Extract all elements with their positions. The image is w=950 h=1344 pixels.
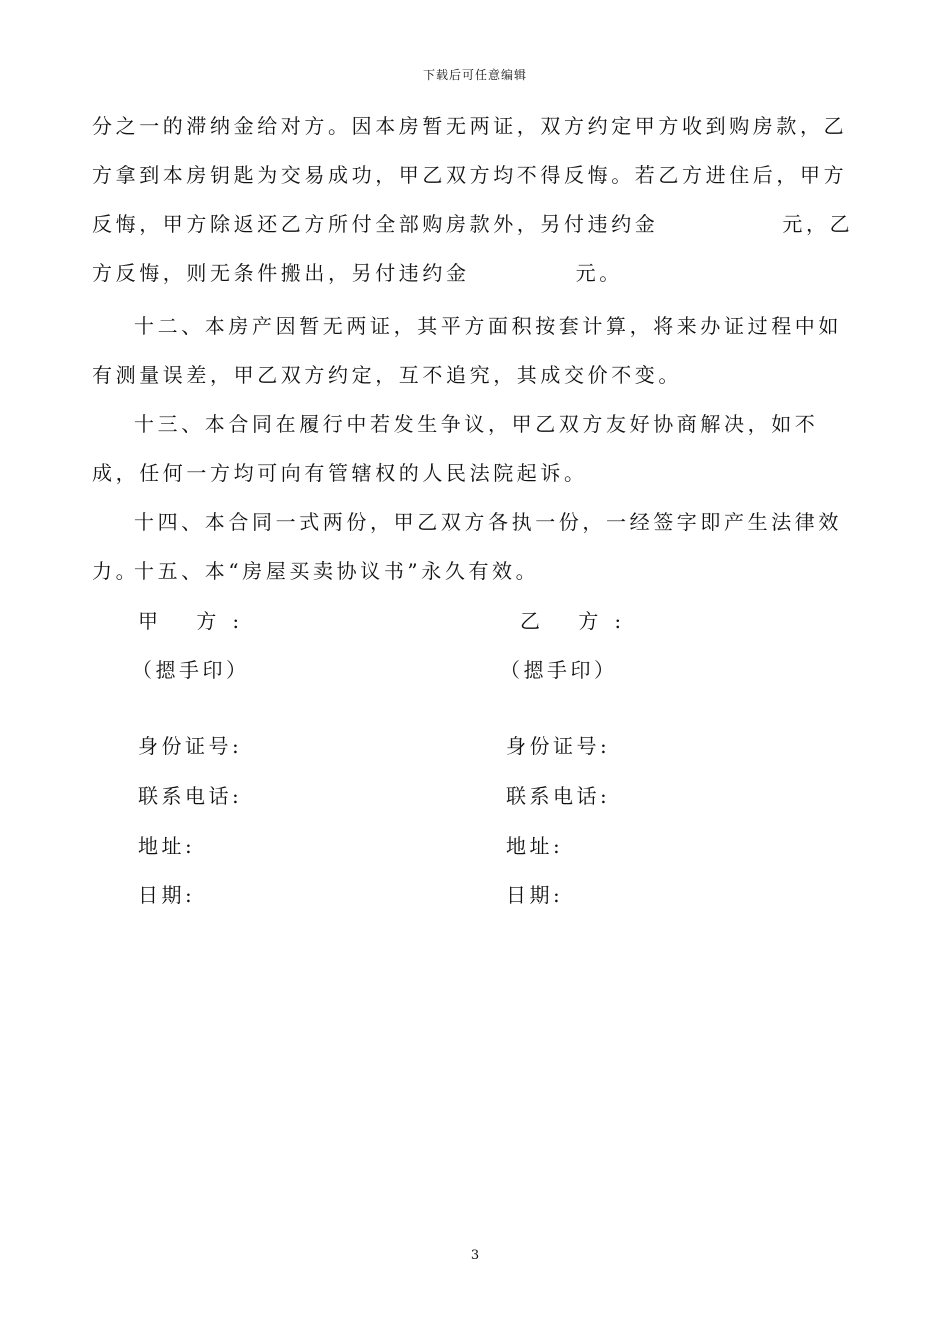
party-b-phone-label: 联系电话:	[506, 784, 611, 808]
party-a-date-label: 日期:	[138, 883, 196, 907]
party-a-thumbprint: （摁手印）	[132, 658, 250, 682]
party-b-address-label: 地址:	[506, 834, 564, 858]
clause-11-part2: 元，乙方反悔，则无条件搬出，另付违约金	[92, 212, 854, 285]
clause-11-continuation	[92, 102, 862, 298]
clause-15-text: 十五、本“房屋买卖协议书”永久有效。	[134, 559, 540, 583]
clause-12	[92, 302, 862, 400]
party-b-label: 乙 方:	[520, 609, 638, 633]
clause-15	[92, 547, 862, 596]
party-a-id-label: 身份证号:	[138, 734, 243, 758]
party-a-phone-label: 联系电话:	[138, 784, 243, 808]
party-a-label: 甲 方:	[138, 609, 256, 633]
clause-11-part1: 分之一的滞纳金给对方。因本房暂无两证，双方约定甲方收到购房款，乙方拿到本房钥匙为交易成功，甲乙双方均不得反悔。若乙方进住后，甲方反悔，甲方除返还乙方所付全部购房款外，另付违约金	[92, 114, 848, 236]
clause-12-text: 十二、本房产因暂无两证，其平方面积按套计算，将来办证过程中如有测量误差，甲乙双方约定，互不追究，其成交价不变。	[92, 314, 842, 387]
clause-11-part3: 元。	[575, 261, 623, 285]
clause-13-text: 十三、本合同在履行中若发生争议，甲乙双方友好协商解决，如不成，任何一方均可向有管辖权的人民法院起诉。	[92, 412, 819, 485]
party-b-id-label: 身份证号:	[506, 734, 611, 758]
page-number: 3	[470, 1248, 480, 1263]
party-b-thumbprint: （摁手印）	[500, 658, 618, 682]
page-header: 下载后可任意编辑	[422, 68, 527, 82]
clause-14-text: 十四、本合同一式两份，甲乙双方各执一份，一经签字即产生法律效力。	[92, 510, 842, 583]
party-b-date-label: 日期:	[506, 883, 564, 907]
party-a-address-label: 地址:	[138, 834, 196, 858]
clause-11-text	[92, 102, 862, 298]
clause-13	[92, 400, 862, 498]
